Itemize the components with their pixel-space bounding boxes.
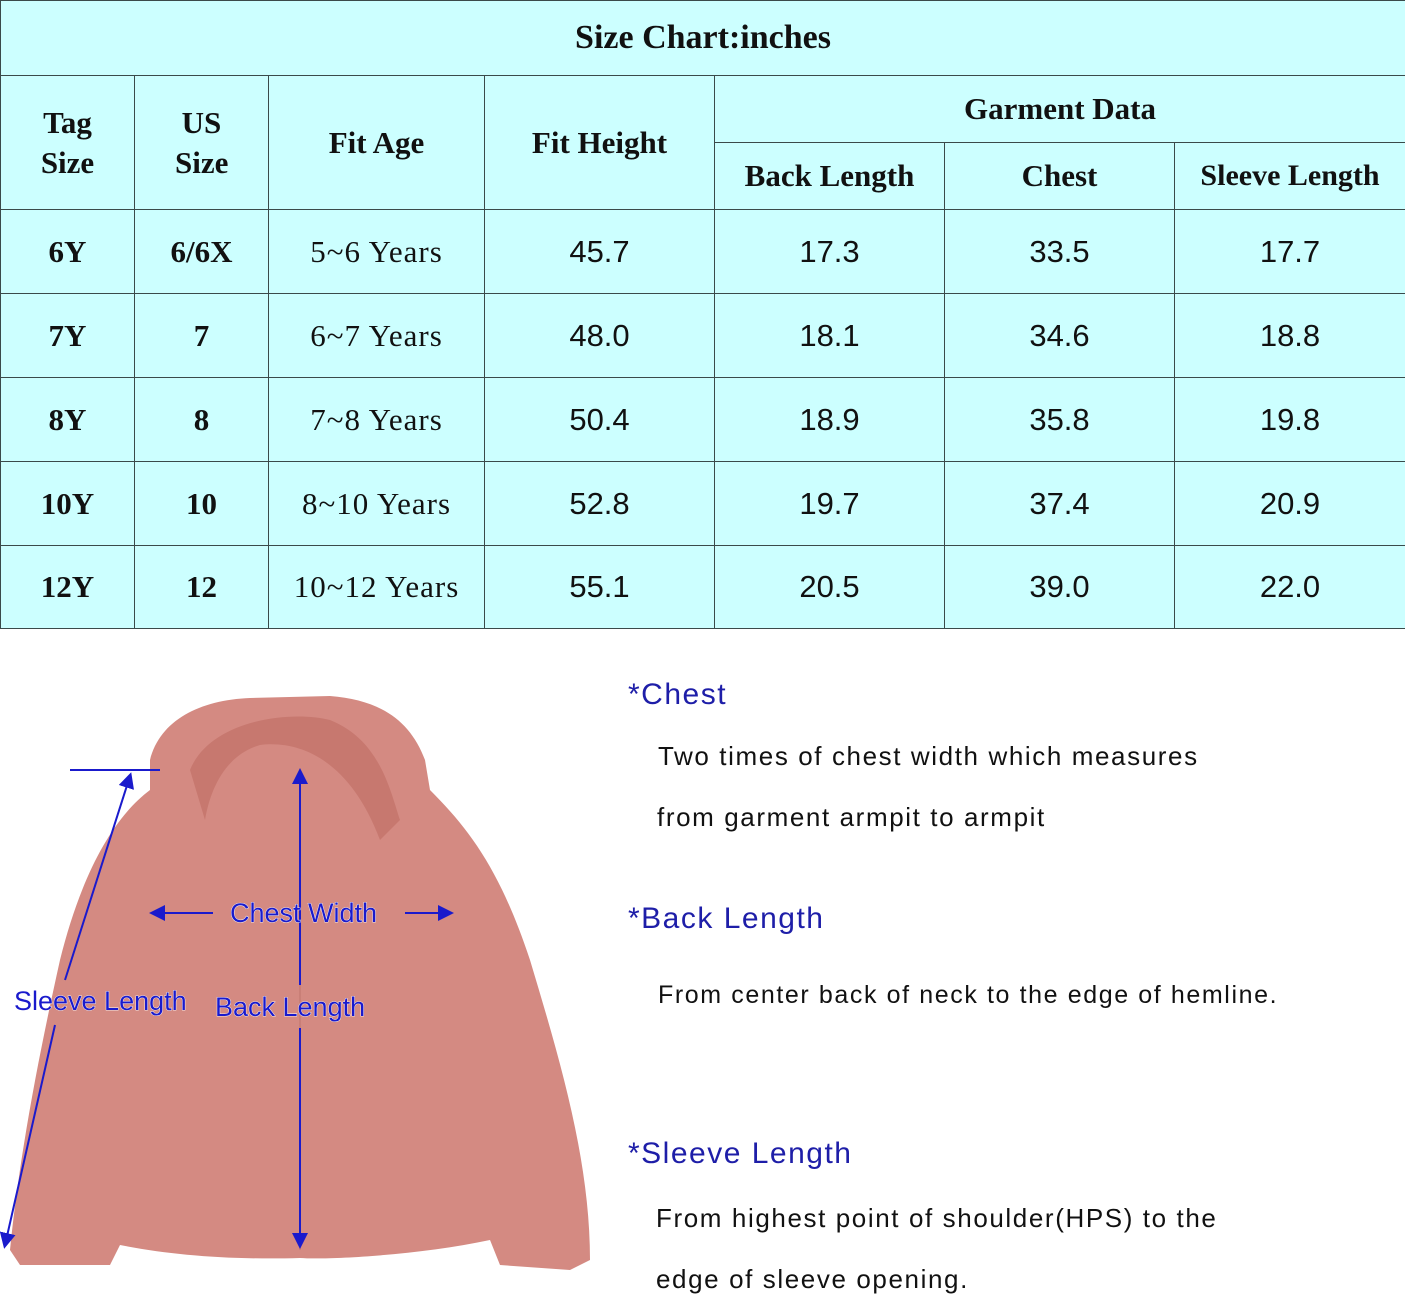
chest-width-label: Chest Width — [230, 898, 378, 928]
back-length-cell: 18.1 — [715, 294, 945, 378]
sleeve-length-cell: 18.8 — [1175, 294, 1405, 378]
chest-desc-line2: from garment armpit to armpit — [657, 802, 1046, 832]
table-title: Size Chart:inches — [1, 1, 1405, 76]
table-row — [1, 378, 1405, 462]
sleeve-length-label: Sleeve Length — [14, 986, 187, 1016]
back-length-label: Back Length — [215, 992, 366, 1022]
sleeve-length-cell: 17.7 — [1175, 210, 1405, 294]
sleeve-length-desc-line2: edge of sleeve opening. — [656, 1264, 969, 1294]
jacket-measurement-diagram — [0, 670, 600, 1299]
table-row — [1, 294, 1405, 378]
fit-height-cell: 48.0 — [485, 294, 715, 378]
back-length-cell: 19.7 — [715, 462, 945, 546]
header-chest: Chest — [945, 143, 1175, 210]
fit-height-cell: 55.1 — [485, 546, 715, 629]
sleeve-length-cell: 22.0 — [1175, 546, 1405, 629]
chest-cell: 33.5 — [945, 210, 1175, 294]
header-tag-size: Tag Size — [1, 76, 135, 210]
fit-age-cell: 5~6 Years — [269, 210, 485, 294]
us-size-cell: 8 — [135, 378, 269, 462]
sleeve-length-cell: 20.9 — [1175, 462, 1405, 546]
back-length-cell: 18.9 — [715, 378, 945, 462]
fit-age-cell: 10~12 Years — [269, 546, 485, 629]
header-garment-data: Garment Data — [715, 76, 1405, 143]
size-chart-table — [0, 0, 1405, 629]
fit-age-cell: 6~7 Years — [269, 294, 485, 378]
fit-height-cell: 50.4 — [485, 378, 715, 462]
sleeve-length-heading: *Sleeve Length — [628, 1137, 853, 1170]
fit-height-cell: 45.7 — [485, 210, 715, 294]
chest-cell: 39.0 — [945, 546, 1175, 629]
tag-size-cell: 10Y — [1, 462, 135, 546]
tag-size-cell: 8Y — [1, 378, 135, 462]
us-size-cell: 7 — [135, 294, 269, 378]
sleeve-length-cell: 19.8 — [1175, 378, 1405, 462]
chest-cell: 35.8 — [945, 378, 1175, 462]
back-length-cell: 17.3 — [715, 210, 945, 294]
us-size-cell: 12 — [135, 546, 269, 629]
fit-age-cell: 7~8 Years — [269, 378, 485, 462]
fit-age-cell: 8~10 Years — [269, 462, 485, 546]
back-length-heading: *Back Length — [628, 902, 825, 935]
us-size-cell: 6/6X — [135, 210, 269, 294]
header-back-length: Back Length — [715, 143, 945, 210]
fit-height-cell: 52.8 — [485, 462, 715, 546]
table-row — [1, 462, 1405, 546]
header-us-size: US Size — [135, 76, 269, 210]
chest-cell: 37.4 — [945, 462, 1175, 546]
sleeve-length-desc-line1: From highest point of shoulder(HPS) to the — [656, 1203, 1218, 1233]
table-row — [1, 210, 1405, 294]
chest-cell: 34.6 — [945, 294, 1175, 378]
header-fit-height: Fit Height — [485, 76, 715, 210]
chest-desc-line1: Two times of chest width which measures — [658, 741, 1199, 771]
back-length-cell: 20.5 — [715, 546, 945, 629]
tag-size-cell: 6Y — [1, 210, 135, 294]
table-row — [1, 546, 1405, 629]
tag-size-cell: 7Y — [1, 294, 135, 378]
chest-heading: *Chest — [628, 678, 728, 711]
back-length-desc: From center back of neck to the edge of hemline. — [658, 981, 1279, 1009]
header-fit-age: Fit Age — [269, 76, 485, 210]
header-sleeve-length: Sleeve Length — [1175, 143, 1405, 210]
tag-size-cell: 12Y — [1, 546, 135, 629]
us-size-cell: 10 — [135, 462, 269, 546]
